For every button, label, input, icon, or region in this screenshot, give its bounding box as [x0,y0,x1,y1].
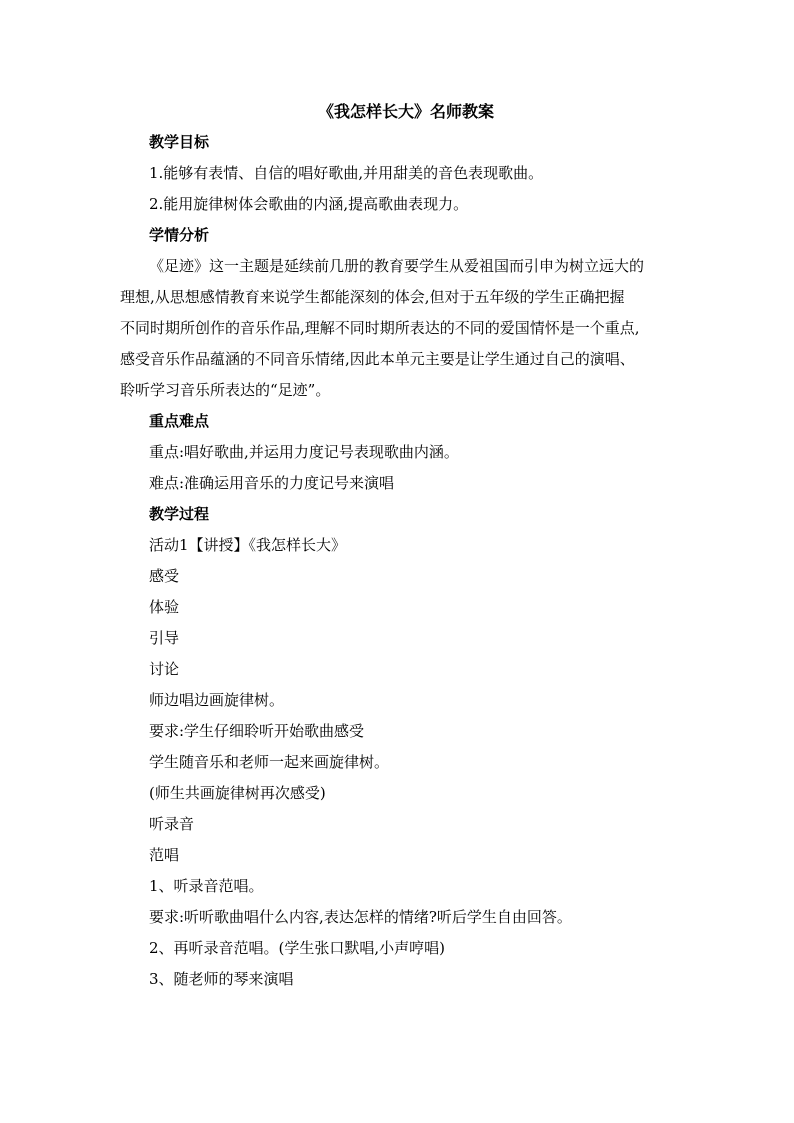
process-item: 1、听录音范唱。 [149,877,264,895]
process-item: 要求:学生仔细聆听开始歌曲感受 [149,722,365,740]
process-item: 学生随音乐和老师一起来画旋律树。 [149,753,390,771]
process-item: (师生共画旋律树再次感受) [149,784,326,802]
section-heading-goals: 教学目标 [149,133,210,151]
process-item: 2、再听录音范唱。(学生张口默唱,小声哼唱) [149,939,446,957]
key-point-item: 重点:唱好歌曲,并运用力度记号表现歌曲内涵。 [149,443,459,461]
process-item: 活动1【讲授】《我怎样长大》 [149,536,347,554]
analysis-paragraph [120,251,680,406]
process-item: 感受 [149,567,180,585]
process-item: 要求:听听歌曲唱什么内容,表达怎样的情绪?听后学生自由回答。 [149,908,572,926]
process-item: 3、随老师的琴来演唱 [149,970,294,988]
process-item: 师边唱边画旋律树。 [149,691,285,709]
section-heading-analysis: 学情分析 [149,226,210,244]
process-item: 范唱 [149,846,180,864]
analysis-line: 《足迹》这一主题是延续前几册的教育要学生从爱祖国而引申为树立远大的 [149,257,645,275]
goal-item: 1.能够有表情、自信的唱好歌曲,并用甜美的音色表现歌曲。 [149,164,544,182]
analysis-line: 聆听学习音乐所表达的“足迹”。 [120,381,331,399]
analysis-line: 感受音乐作品蕴涵的不同音乐情绪,因此本单元主要是让学生通过自己的演唱、 [120,350,635,368]
document-page [120,96,680,995]
analysis-line: 理想,从思想感情教育来说学生都能深刻的体会,但对于五年级的学生正确把握 [120,288,625,306]
process-item: 引导 [149,629,180,647]
section-heading-process: 教学过程 [149,505,210,523]
document-title: 《我怎样长大》名师教案 [317,102,494,121]
analysis-line: 不同时期所创作的音乐作品,理解不同时期所表达的不同的爱国情怀是一个重点, [120,319,640,337]
process-item: 听录音 [149,815,195,833]
goal-item: 2.能用旋律树体会歌曲的内涵,提高歌曲表现力。 [149,195,469,213]
process-item: 体验 [149,598,180,616]
section-heading-key-points: 重点难点 [149,412,210,430]
key-point-item: 难点:准确运用音乐的力度记号来演唱 [149,474,395,492]
process-item: 讨论 [149,660,180,678]
